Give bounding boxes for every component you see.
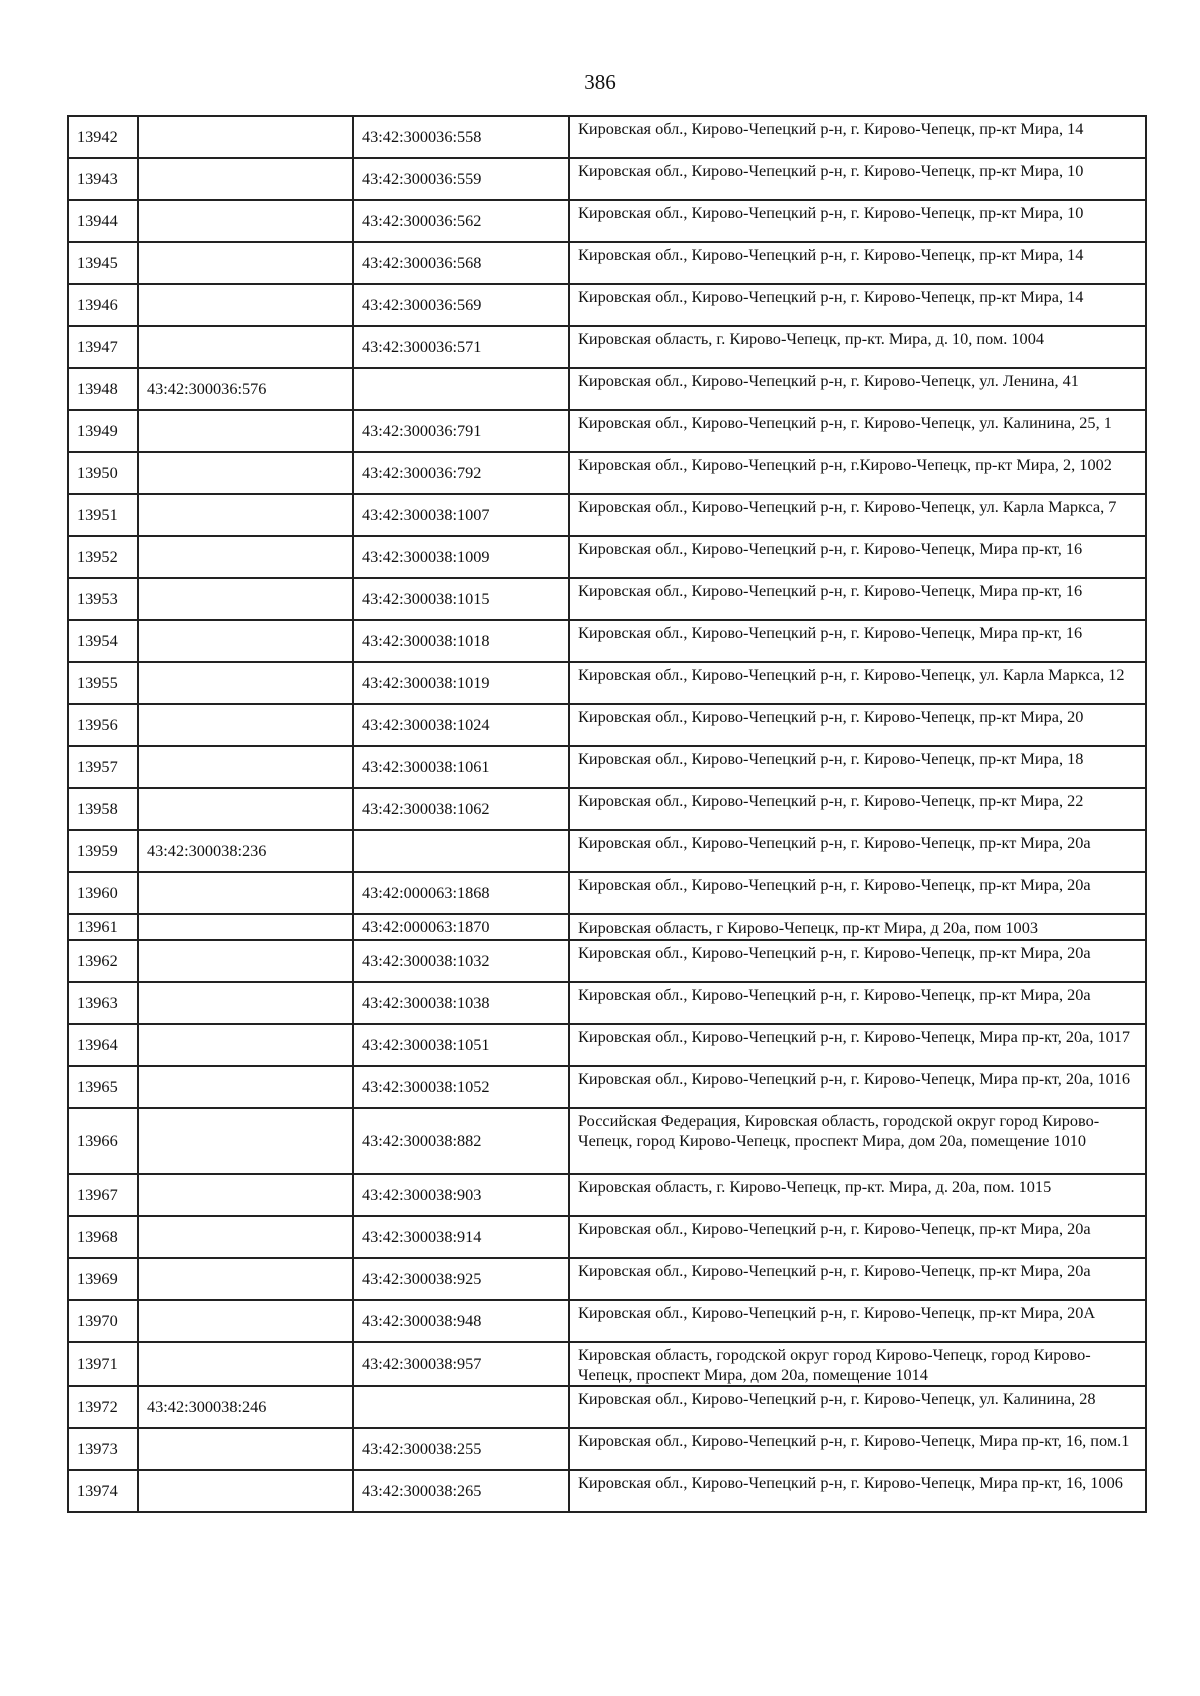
cadastral-number-cell — [353, 1386, 569, 1428]
address-cell: Кировская обл., Кирово-Чепецкий р-н, г. Кирово-Чепецк, пр-кт Мира, 20а — [569, 1216, 1146, 1258]
parcel-number-cell — [138, 452, 353, 494]
row-number-cell: 13963 — [68, 982, 138, 1024]
row-number-cell: 13972 — [68, 1386, 138, 1428]
row-number-cell: 13968 — [68, 1216, 138, 1258]
table-row — [68, 242, 1146, 284]
address-cell: Кировская обл., Кирово-Чепецкий р-н, г. Кирово-Чепецк, пр-кт Мира, 20 — [569, 704, 1146, 746]
parcel-number-cell: 43:42:300036:576 — [138, 368, 353, 410]
table-row — [68, 578, 1146, 620]
address-cell: Кировская обл., Кирово-Чепецкий р-н, г. Кирово-Чепецк, пр-кт Мира, 20а — [569, 1258, 1146, 1300]
address-cell: Кировская обл., Кирово-Чепецкий р-н, г. Кирово-Чепецк, пр-кт Мира, 18 — [569, 746, 1146, 788]
cadastral-number-cell — [353, 830, 569, 872]
table-row — [68, 368, 1146, 410]
registry-table-body — [68, 116, 1146, 1512]
cadastral-number-cell: 43:42:300038:1062 — [353, 788, 569, 830]
address-cell: Кировская обл., Кирово-Чепецкий р-н, г. Кирово-Чепецк, пр-кт Мира, 14 — [569, 242, 1146, 284]
table-row — [68, 788, 1146, 830]
table-row — [68, 914, 1146, 940]
parcel-number-cell — [138, 982, 353, 1024]
table-row — [68, 284, 1146, 326]
cadastral-number-cell: 43:42:300038:1007 — [353, 494, 569, 536]
row-number-cell: 13942 — [68, 116, 138, 158]
parcel-number-cell — [138, 1428, 353, 1470]
parcel-number-cell — [138, 1216, 353, 1258]
parcel-number-cell — [138, 1342, 353, 1386]
address-cell: Кировская обл., Кирово-Чепецкий р-н, г. Кирово-Чепецк, пр-кт Мира, 14 — [569, 284, 1146, 326]
address-cell: Кировская обл., Кирово-Чепецкий р-н, г. Кирово-Чепецк, ул. Карла Маркса, 7 — [569, 494, 1146, 536]
table-row — [68, 1470, 1146, 1512]
row-number-cell: 13955 — [68, 662, 138, 704]
parcel-number-cell — [138, 914, 353, 940]
table-row — [68, 536, 1146, 578]
parcel-number-cell — [138, 620, 353, 662]
row-number-cell: 13956 — [68, 704, 138, 746]
table-row — [68, 1174, 1146, 1216]
parcel-number-cell: 43:42:300038:236 — [138, 830, 353, 872]
row-number-cell: 13947 — [68, 326, 138, 368]
row-number-cell: 13958 — [68, 788, 138, 830]
table-row — [68, 1258, 1146, 1300]
cadastral-number-cell: 43:42:300036:569 — [353, 284, 569, 326]
registry-table — [67, 115, 1147, 1513]
address-cell: Кировская обл., Кирово-Чепецкий р-н, г. Кирово-Чепецк, Мира пр-кт, 16, пом.1 — [569, 1428, 1146, 1470]
table-row — [68, 1428, 1146, 1470]
row-number-cell: 13969 — [68, 1258, 138, 1300]
cadastral-number-cell: 43:42:000063:1870 — [353, 914, 569, 940]
table-row — [68, 1386, 1146, 1428]
row-number-cell: 13974 — [68, 1470, 138, 1512]
cadastral-number-cell: 43:42:300038:957 — [353, 1342, 569, 1386]
table-row — [68, 872, 1146, 914]
address-cell: Кировская обл., Кирово-Чепецкий р-н, г. Кирово-Чепецк, пр-кт Мира, 22 — [569, 788, 1146, 830]
table-row — [68, 746, 1146, 788]
cadastral-number-cell — [353, 368, 569, 410]
row-number-cell: 13949 — [68, 410, 138, 452]
table-row — [68, 662, 1146, 704]
address-cell: Кировская обл., Кирово-Чепецкий р-н, г. Кирово-Чепецк, ул. Карла Маркса, 12 — [569, 662, 1146, 704]
address-cell: Российская Федерация, Кировская область, городской округ город Кирово-Чепецк, город Кирово-Чепецк, проспект Мира, дом 20а, помещение 1010 — [569, 1108, 1146, 1174]
table-row — [68, 326, 1146, 368]
cadastral-number-cell: 43:42:300036:792 — [353, 452, 569, 494]
parcel-number-cell — [138, 1024, 353, 1066]
table-row — [68, 200, 1146, 242]
table-row — [68, 982, 1146, 1024]
row-number-cell: 13967 — [68, 1174, 138, 1216]
address-cell: Кировская область, г. Кирово-Чепецк, пр-кт. Мира, д. 10, пом. 1004 — [569, 326, 1146, 368]
row-number-cell: 13946 — [68, 284, 138, 326]
cadastral-number-cell: 43:42:300036:558 — [353, 116, 569, 158]
address-cell: Кировская обл., Кирово-Чепецкий р-н, г. Кирово-Чепецк, пр-кт Мира, 14 — [569, 116, 1146, 158]
table-row — [68, 1216, 1146, 1258]
table-row — [68, 452, 1146, 494]
address-cell: Кировская обл., Кирово-Чепецкий р-н, г. Кирово-Чепецк, ул. Калинина, 25, 1 — [569, 410, 1146, 452]
cadastral-number-cell: 43:42:300036:568 — [353, 242, 569, 284]
address-cell: Кировская обл., Кирово-Чепецкий р-н, г. Кирово-Чепецк, пр-кт Мира, 20а — [569, 940, 1146, 982]
table-row — [68, 830, 1146, 872]
row-number-cell: 13945 — [68, 242, 138, 284]
row-number-cell: 13944 — [68, 200, 138, 242]
row-number-cell: 13951 — [68, 494, 138, 536]
table-row — [68, 704, 1146, 746]
table-row — [68, 940, 1146, 982]
cadastral-number-cell: 43:42:300036:559 — [353, 158, 569, 200]
cadastral-number-cell: 43:42:300038:882 — [353, 1108, 569, 1174]
cadastral-number-cell: 43:42:300038:1009 — [353, 536, 569, 578]
row-number-cell: 13953 — [68, 578, 138, 620]
address-cell: Кировская обл., Кирово-Чепецкий р-н, г. Кирово-Чепецк, пр-кт Мира, 20А — [569, 1300, 1146, 1342]
parcel-number-cell — [138, 326, 353, 368]
parcel-number-cell — [138, 158, 353, 200]
row-number-cell: 13966 — [68, 1108, 138, 1174]
table-row — [68, 1108, 1146, 1174]
address-cell: Кировская обл., Кирово-Чепецкий р-н, г.Кирово-Чепецк, пр-кт Мира, 2, 1002 — [569, 452, 1146, 494]
table-row — [68, 620, 1146, 662]
page-number: 386 — [584, 70, 616, 94]
parcel-number-cell — [138, 940, 353, 982]
cadastral-number-cell: 43:42:300038:1061 — [353, 746, 569, 788]
row-number-cell: 13971 — [68, 1342, 138, 1386]
row-number-cell: 13970 — [68, 1300, 138, 1342]
parcel-number-cell — [138, 536, 353, 578]
table-row — [68, 1342, 1146, 1386]
address-cell: Кировская обл., Кирово-Чепецкий р-н, г. Кирово-Чепецк, пр-кт Мира, 20а — [569, 830, 1146, 872]
parcel-number-cell — [138, 1066, 353, 1108]
parcel-number-cell — [138, 1174, 353, 1216]
address-cell: Кировская обл., Кирово-Чепецкий р-н, г. Кирово-Чепецк, Мира пр-кт, 16 — [569, 620, 1146, 662]
parcel-number-cell — [138, 704, 353, 746]
parcel-number-cell — [138, 1258, 353, 1300]
row-number-cell: 13957 — [68, 746, 138, 788]
address-cell: Кировская обл., Кирово-Чепецкий р-н, г. Кирово-Чепецк, ул. Калинина, 28 — [569, 1386, 1146, 1428]
address-cell: Кировская обл., Кирово-Чепецкий р-н, г. Кирово-Чепецк, Мира пр-кт, 16 — [569, 536, 1146, 578]
cadastral-number-cell: 43:42:300036:571 — [353, 326, 569, 368]
table-row — [68, 1066, 1146, 1108]
table-row — [68, 494, 1146, 536]
address-cell: Кировская обл., Кирово-Чепецкий р-н, г. Кирово-Чепецк, ул. Ленина, 41 — [569, 368, 1146, 410]
cadastral-number-cell: 43:42:300038:1018 — [353, 620, 569, 662]
parcel-number-cell — [138, 200, 353, 242]
row-number-cell: 13950 — [68, 452, 138, 494]
cadastral-number-cell: 43:42:300038:903 — [353, 1174, 569, 1216]
address-cell: Кировская обл., Кирово-Чепецкий р-н, г. Кирово-Чепецк, Мира пр-кт, 16 — [569, 578, 1146, 620]
parcel-number-cell — [138, 662, 353, 704]
cadastral-number-cell: 43:42:300038:925 — [353, 1258, 569, 1300]
address-cell: Кировская обл., Кирово-Чепецкий р-н, г. Кирово-Чепецк, пр-кт Мира, 10 — [569, 158, 1146, 200]
row-number-cell: 13973 — [68, 1428, 138, 1470]
address-cell: Кировская область, городской округ город Кирово-Чепецк, город Кирово-Чепецк, проспект Мира, дом 20а, помещение 1014 — [569, 1342, 1146, 1386]
cadastral-number-cell: 43:42:300038:1051 — [353, 1024, 569, 1066]
table-row — [68, 158, 1146, 200]
parcel-number-cell — [138, 1108, 353, 1174]
parcel-number-cell — [138, 494, 353, 536]
cadastral-number-cell: 43:42:300038:1038 — [353, 982, 569, 1024]
cadastral-number-cell: 43:42:300038:1024 — [353, 704, 569, 746]
cadastral-number-cell: 43:42:300038:255 — [353, 1428, 569, 1470]
cadastral-number-cell: 43:42:300038:1019 — [353, 662, 569, 704]
row-number-cell: 13961 — [68, 914, 138, 940]
cadastral-number-cell: 43:42:300038:1032 — [353, 940, 569, 982]
parcel-number-cell — [138, 284, 353, 326]
cadastral-number-cell: 43:42:000063:1868 — [353, 872, 569, 914]
row-number-cell: 13943 — [68, 158, 138, 200]
cadastral-number-cell: 43:42:300036:562 — [353, 200, 569, 242]
parcel-number-cell — [138, 410, 353, 452]
row-number-cell: 13965 — [68, 1066, 138, 1108]
address-cell: Кировская обл., Кирово-Чепецкий р-н, г. Кирово-Чепецк, пр-кт Мира, 20а — [569, 982, 1146, 1024]
address-cell: Кировская обл., Кирово-Чепецкий р-н, г. Кирово-Чепецк, пр-кт Мира, 20а — [569, 872, 1146, 914]
parcel-number-cell — [138, 1300, 353, 1342]
row-number-cell: 13964 — [68, 1024, 138, 1066]
parcel-number-cell — [138, 746, 353, 788]
parcel-number-cell — [138, 578, 353, 620]
parcel-number-cell — [138, 788, 353, 830]
parcel-number-cell — [138, 116, 353, 158]
row-number-cell: 13948 — [68, 368, 138, 410]
parcel-number-cell: 43:42:300038:246 — [138, 1386, 353, 1428]
cadastral-number-cell: 43:42:300038:1052 — [353, 1066, 569, 1108]
row-number-cell: 13959 — [68, 830, 138, 872]
row-number-cell: 13952 — [68, 536, 138, 578]
address-cell: Кировская область, г. Кирово-Чепецк, пр-кт. Мира, д. 20а, пом. 1015 — [569, 1174, 1146, 1216]
cadastral-number-cell: 43:42:300038:948 — [353, 1300, 569, 1342]
address-cell: Кировская область, г Кирово-Чепецк, пр-кт Мира, д 20а, пом 1003 — [569, 914, 1146, 940]
table-row — [68, 116, 1146, 158]
parcel-number-cell — [138, 872, 353, 914]
row-number-cell: 13962 — [68, 940, 138, 982]
cadastral-number-cell: 43:42:300038:1015 — [353, 578, 569, 620]
cadastral-number-cell: 43:42:300038:914 — [353, 1216, 569, 1258]
address-cell: Кировская обл., Кирово-Чепецкий р-н, г. Кирово-Чепецк, Мира пр-кт, 16, 1006 — [569, 1470, 1146, 1512]
table-row — [68, 410, 1146, 452]
cadastral-number-cell: 43:42:300038:265 — [353, 1470, 569, 1512]
row-number-cell: 13954 — [68, 620, 138, 662]
table-row — [68, 1300, 1146, 1342]
address-cell: Кировская обл., Кирово-Чепецкий р-н, г. Кирово-Чепецк, пр-кт Мира, 10 — [569, 200, 1146, 242]
row-number-cell: 13960 — [68, 872, 138, 914]
cadastral-number-cell: 43:42:300036:791 — [353, 410, 569, 452]
parcel-number-cell — [138, 1470, 353, 1512]
parcel-number-cell — [138, 242, 353, 284]
table-row — [68, 1024, 1146, 1066]
address-cell: Кировская обл., Кирово-Чепецкий р-н, г. Кирово-Чепецк, Мира пр-кт, 20а, 1017 — [569, 1024, 1146, 1066]
address-cell: Кировская обл., Кирово-Чепецкий р-н, г. Кирово-Чепецк, Мира пр-кт, 20а, 1016 — [569, 1066, 1146, 1108]
